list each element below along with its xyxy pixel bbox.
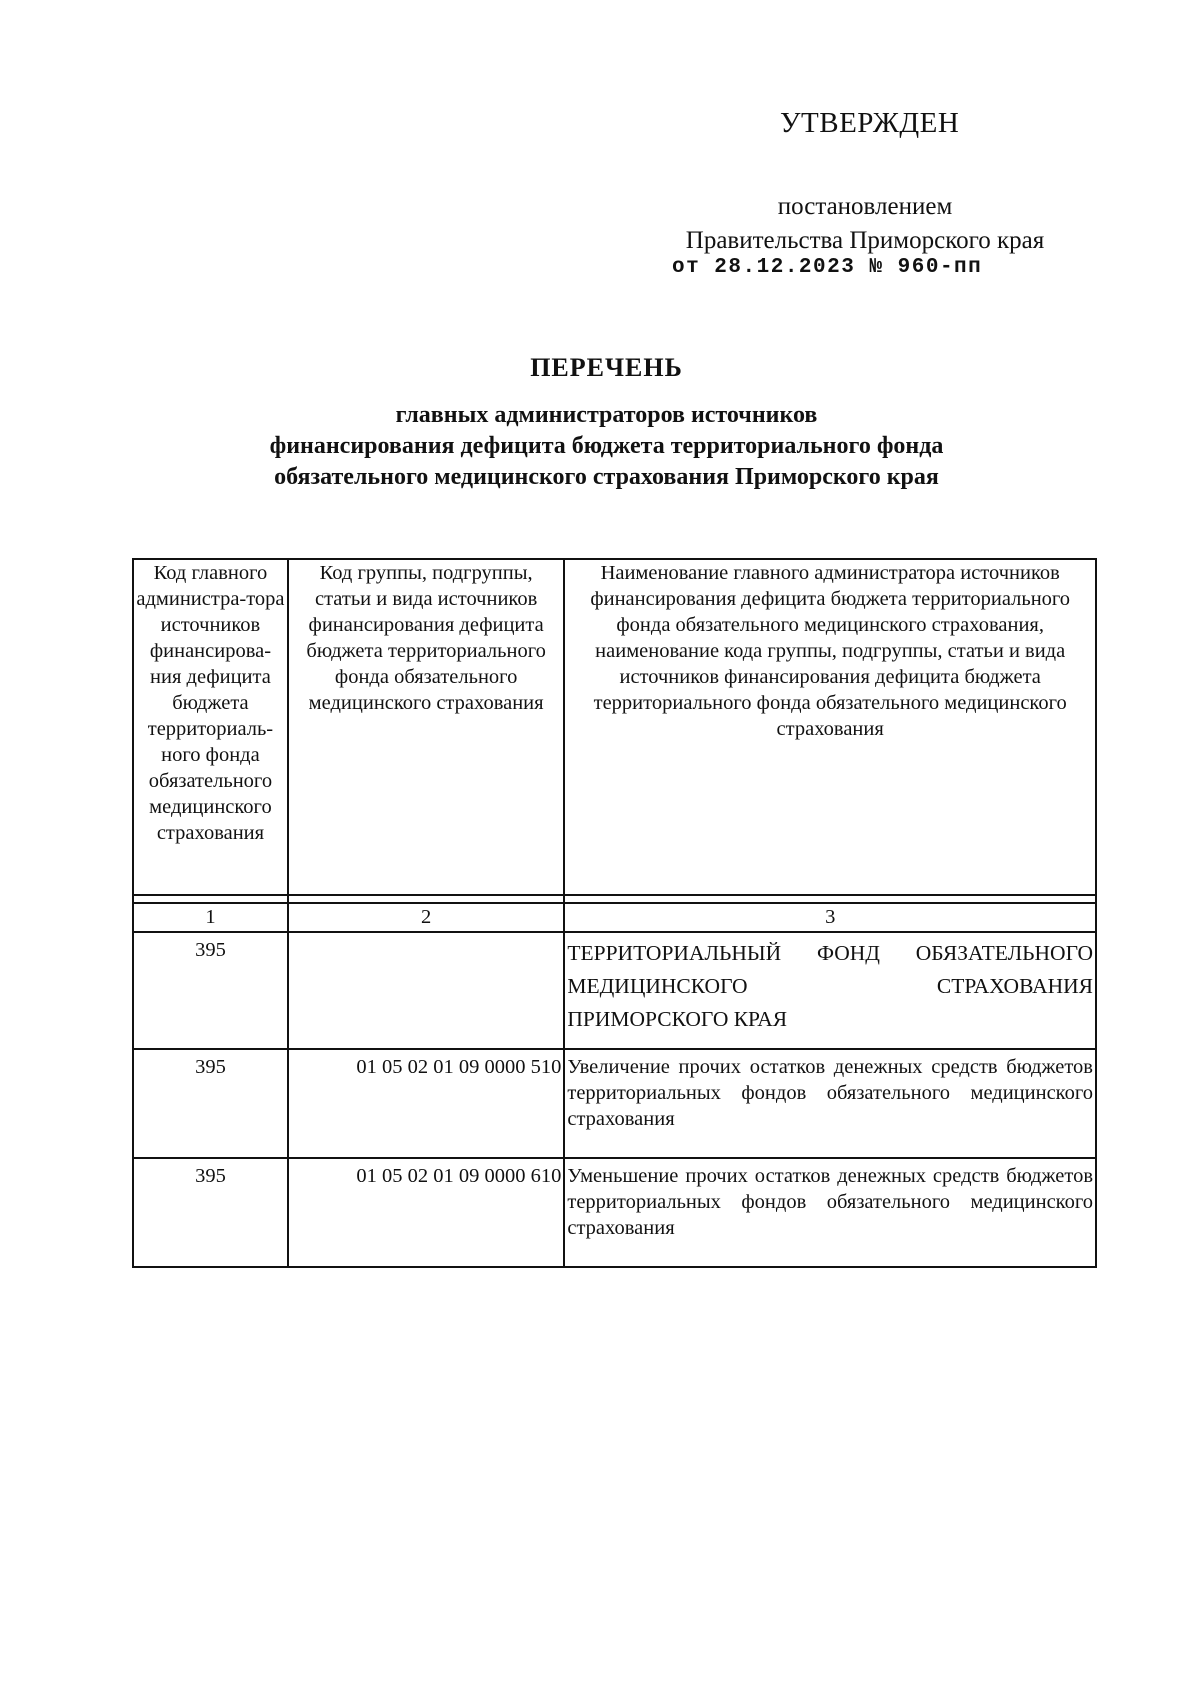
header-name: Наименование главного администратора источников финансирования дефицита бюджета территориального фонда обязательного медицинского страхования, наименование кода группы, подгруппы, статьи и вида источников финансирования дефицита бюджета территориального фонда обязательного медицинского страхования	[564, 559, 1096, 895]
name-cell	[564, 932, 1096, 1049]
subtitle-line: обязательного медицинского страхования Приморского края	[274, 464, 939, 490]
source-code-cell	[288, 932, 564, 1049]
column-number-row	[133, 903, 1096, 932]
subtitle-line: финансирования дефицита бюджета территориального фонда	[269, 433, 944, 459]
admin-code-cell: 395	[133, 932, 288, 1049]
admin-code-cell: 395	[133, 1049, 288, 1158]
table-header-row	[133, 559, 1096, 895]
approval-stamp-title: УТВЕРЖДЕН	[780, 107, 960, 139]
header-separator	[133, 895, 1096, 903]
document-subtitle	[180, 400, 1033, 493]
source-code-cell: 01 05 02 01 09 0000 510	[288, 1049, 564, 1158]
resolution-line: постановлением	[777, 193, 953, 220]
name-cell-text: ТЕРРИТОРИАЛЬНЫЙ ФОНД ОБЯЗАТЕЛЬНОГО МЕДИЦИНСКОГО СТРАХОВАНИЯ	[567, 941, 1093, 998]
header-source-code: Код группы, подгруппы, статьи и вида источников финансирования дефицита бюджета территориального фонда обязательного медицинского страхования	[288, 559, 564, 895]
source-code-cell: 01 05 02 01 09 0000 610	[288, 1158, 564, 1267]
column-number: 2	[288, 903, 564, 932]
column-number: 3	[564, 903, 1096, 932]
table-row	[133, 932, 1096, 1049]
administrators-table	[132, 558, 1097, 1268]
header-admin-code: Код главного администра-тора источников финансирова-ния дефицита бюджета территориаль-ного фонда обязательного медицинского страхования	[133, 559, 288, 895]
resolution-line: Правительства Приморского края	[685, 227, 1045, 254]
resolution-date-number: от 28.12.2023 № 960-пп	[672, 256, 983, 279]
name-cell: Уменьшение прочих остатков денежных средств бюджетов территориальных фондов обязательного медицинского страхования	[564, 1158, 1096, 1267]
table-row	[133, 1049, 1096, 1158]
column-number: 1	[133, 903, 288, 932]
table-row	[133, 1158, 1096, 1267]
name-cell: Увеличение прочих остатков денежных средств бюджетов территориальных фондов обязательного медицинского страхования	[564, 1049, 1096, 1158]
subtitle-line: главных администраторов источников	[395, 402, 818, 428]
name-cell-text-last: ПРИМОРСКОГО КРАЯ	[567, 1007, 788, 1031]
document-title: ПЕРЕЧЕНЬ	[530, 353, 683, 382]
admin-code-cell: 395	[133, 1158, 288, 1267]
resolution-reference	[655, 190, 1075, 258]
